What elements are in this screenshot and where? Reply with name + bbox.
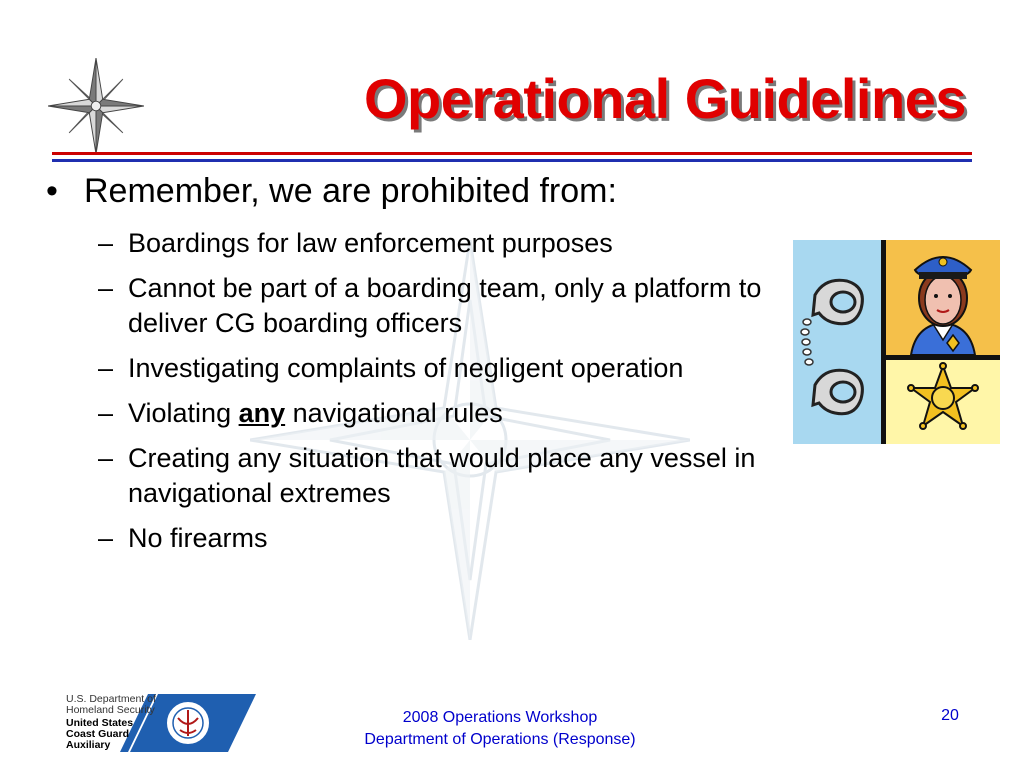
dash-glyph: – (98, 523, 114, 553)
page-title: Operational Guidelines (363, 67, 966, 130)
footer-line-2: Department of Operations (Response) (364, 731, 636, 748)
dash-glyph: – (98, 228, 114, 258)
list-item-text: Investigating complaints of negligent operation (128, 353, 684, 383)
emphasis-any: any (238, 398, 286, 428)
main-bullet-text: Remember, we are prohibited from: (84, 172, 617, 210)
list-item-text: No firearms (128, 523, 268, 553)
list-item (98, 521, 768, 556)
title-divider-red (52, 152, 972, 155)
prohibited-list (98, 226, 798, 566)
seal-line-1: U.S. Department of (66, 693, 156, 705)
list-item (98, 441, 808, 511)
list-item (98, 271, 768, 341)
list-item (98, 226, 768, 261)
dash-glyph: – (98, 273, 114, 303)
seal-line-3: United States (66, 717, 134, 729)
police-officer-icon (911, 257, 975, 355)
title-divider-blue (52, 159, 972, 162)
list-item (98, 351, 768, 386)
main-bullet (46, 172, 617, 211)
dash-glyph: – (98, 353, 114, 383)
footer-line-1: 2008 Operations Workshop (402, 709, 598, 726)
footer-caption (300, 707, 700, 751)
dash-glyph: – (98, 398, 114, 428)
compass-star-icon (48, 58, 144, 154)
police-clipart (793, 240, 1000, 444)
coast-guard-auxiliary-seal (62, 690, 256, 752)
list-item-text-after: navigational rules (285, 398, 503, 428)
list-item-text-before: Violating (128, 398, 239, 428)
dash-glyph: – (98, 443, 114, 473)
bullet-glyph: • (46, 172, 58, 210)
list-item-text: Boardings for law enforcement purposes (128, 228, 613, 258)
list-item-text: Creating any situation that would place any vessel in navigational extremes (128, 443, 756, 508)
list-item (98, 396, 768, 431)
seal-line-4: Coast Guard (66, 728, 130, 740)
seal-line-5: Auxiliary (66, 739, 111, 751)
seal-line-2: Homeland Security (66, 704, 155, 716)
page-number: 20 (941, 707, 959, 724)
list-item-text: Cannot be part of a boarding team, only a platform to deliver CG boarding officers (128, 273, 762, 338)
